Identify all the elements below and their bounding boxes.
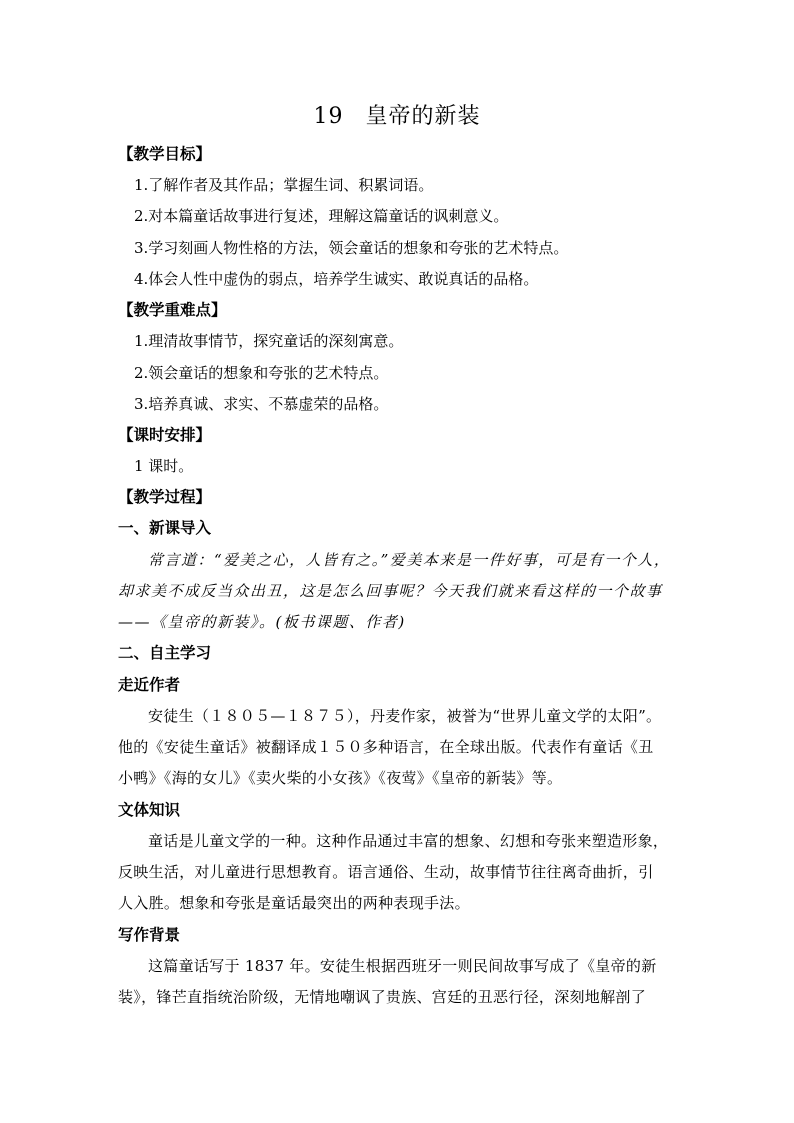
- genre-heading: 文体知识: [118, 800, 181, 819]
- background-heading: 写作背景: [118, 925, 181, 944]
- schedule-text: 1 课时。: [134, 457, 194, 475]
- genre-line-1: 童话是儿童文学的一种。这种作品通过丰富的想象、幻想和夸张来塑造形象，: [148, 832, 669, 850]
- goal-item-3: 3.学习刻画人物性格的方法，领会童话的想象和夸张的艺术特点。: [134, 239, 569, 257]
- intro-line-1: 常言道：“爱美之心，人皆有之。”爱美本来是一件好事，可是有一个人，: [148, 551, 671, 569]
- intro-line-3: ——《皇帝的新装》。(板书课题、作者): [118, 613, 406, 631]
- author-line-3: 小鸭》《海的女儿》《卖火柴的小女孩》《夜莺》《皇帝的新装》等。: [118, 769, 563, 787]
- process-heading: 【教学过程】: [118, 487, 212, 506]
- genre-line-2: 反映生活，对儿童进行思想教育。语言通俗、生动，故事情节往往离奇曲折，引: [118, 863, 654, 881]
- goal-item-2: 2.对本篇童话故事进行复述，理解这篇童话的讽刺意义。: [134, 207, 509, 225]
- goal-item-1: 1.了解作者及其作品；掌握生词、积累词语。: [134, 176, 434, 194]
- schedule-heading: 【课时安排】: [118, 425, 212, 444]
- author-heading: 走近作者: [118, 675, 181, 694]
- key-point-item-1: 1.理清故事情节，探究童话的深刻寓意。: [134, 332, 404, 350]
- self-study-heading: 二、自主学习: [118, 643, 212, 662]
- author-line-1: 安徒生（１８０５—１８７５），丹麦作家，被誉为“世界儿童文学的太阳”。: [148, 707, 662, 725]
- teaching-goals-heading: 【教学目标】: [118, 144, 212, 163]
- lesson-title-text: 皇帝的新装: [365, 104, 481, 129]
- lesson-number: 19: [313, 104, 344, 129]
- key-point-item-2: 2.领会童话的想象和夸张的艺术特点。: [134, 364, 389, 382]
- goal-item-4: 4.体会人性中虚伪的弱点，培养学生诚实、敢说真话的品格。: [134, 270, 539, 288]
- key-point-item-3: 3.培养真诚、求实、不慕虚荣的品格。: [134, 395, 389, 413]
- author-line-2: 他的《安徒生童话》被翻译成１５０多种语言，在全球出版。代表作有童话《丑: [118, 738, 654, 756]
- genre-line-3: 人入胜。想象和夸张是童话最突出的两种表现手法。: [118, 894, 470, 912]
- background-line-2: 装》，锋芒直指统治阶级，无情地嘲讽了贵族、宫廷的丑恶行径，深刻地解剖了: [118, 988, 647, 1006]
- intro-heading: 一、新课导入: [118, 518, 212, 537]
- background-line-1: 这篇童话写于 1837 年。安徒生根据西班牙一则民间故事写成了《皇帝的新: [148, 957, 657, 975]
- intro-line-2: 却求美不成反当众出丑，这是怎么回事呢？今天我们就来看这样的一个故事: [118, 582, 663, 600]
- lesson-title: [0, 102, 794, 132]
- key-points-heading: 【教学重难点】: [118, 300, 227, 319]
